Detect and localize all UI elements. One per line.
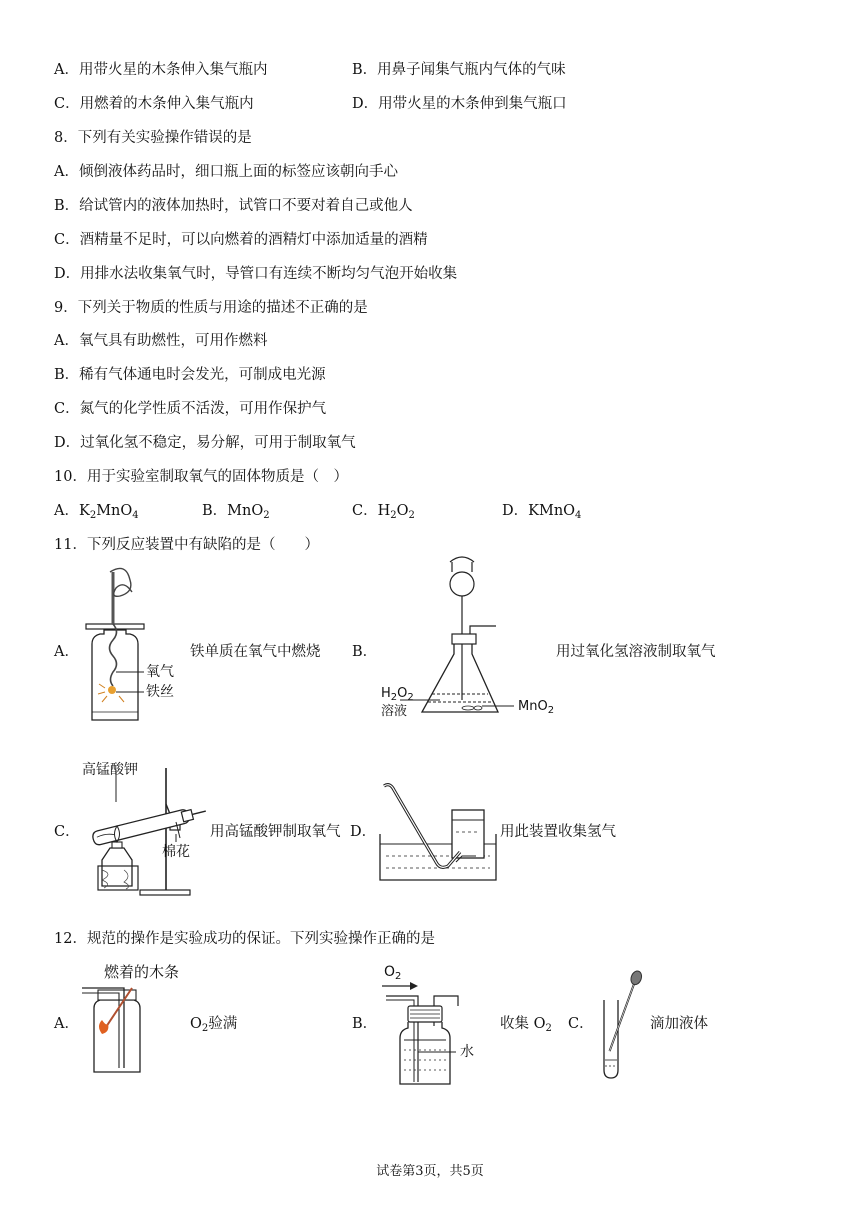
q11-option-d-letter: D． xyxy=(350,824,377,840)
q11-option-d-caption: 用此装置收集氢气 xyxy=(500,824,616,840)
label-o2-inlet: $O_2$ xyxy=(384,964,402,982)
label-burning-stick: 燃着的木条 xyxy=(104,963,180,981)
q12-option-b-letter: B． xyxy=(352,1016,378,1032)
q10-option-a: A．$K_2MnO_4$ xyxy=(54,503,139,521)
q8-option-d: D．用排水法收集氧气时，导管口有连续不断均匀气泡开始收集 xyxy=(54,266,458,282)
label-oxygen: 氧气 xyxy=(146,664,174,680)
q12-stem: 12．规范的操作是实验成功的保证。下列实验操作正确的是 xyxy=(54,931,435,947)
q10-stem: 10．用于实验室制取氧气的固体物质是（ ） xyxy=(54,469,348,485)
label-h2o2: $H_2O_2$ xyxy=(381,686,414,703)
label-kmno4: 高锰酸钾 xyxy=(82,762,138,778)
q10-option-c: C．$H_2O_2$ xyxy=(352,503,415,521)
q12-option-c-letter: C． xyxy=(568,1016,594,1032)
q12-option-a-letter: A． xyxy=(54,1016,79,1032)
q11-option-c-caption: 用高锰酸钾制取氧气 xyxy=(210,824,341,840)
q9-option-b: B．稀有气体通电时会发光，可制成电光源 xyxy=(54,367,326,383)
q10-option-b: B．MnO$_2$ xyxy=(202,503,270,521)
q11-option-b-letter: B． xyxy=(352,644,378,660)
q12-option-a-caption: $O_2$验满 xyxy=(190,1016,238,1034)
q9-option-d: D．过氧化氢不稳定，易分解，可用于制取氧气 xyxy=(54,435,356,451)
oxygen-collection-bottle-figure xyxy=(380,966,470,1090)
q8-stem: 8．下列有关实验操作错误的是 xyxy=(54,130,252,146)
label-water: 水 xyxy=(460,1044,474,1060)
q7-option-a: A．用带火星的木条伸入集气瓶内 xyxy=(54,62,268,78)
label-cotton: 棉花 xyxy=(162,844,190,860)
q11-option-b-caption: 用过氧化氢溶液制取氧气 xyxy=(556,644,716,660)
gas-collection-trough-figure xyxy=(376,780,500,886)
hydrogen-peroxide-apparatus-figure xyxy=(400,550,520,726)
label-mno2: MnO$_2$ xyxy=(518,699,555,716)
q8-option-c: C．酒精量不足时，可以向燃着的酒精灯中添加适量的酒精 xyxy=(54,232,428,248)
potassium-permanganate-apparatus-figure xyxy=(80,762,210,902)
q11-option-c-letter: C． xyxy=(54,824,80,840)
q11-option-a-caption: 铁单质在氧气中燃烧 xyxy=(190,644,321,660)
q8-option-b: B．给试管内的液体加热时，试管口不要对着自己或他人 xyxy=(54,198,413,214)
label-iron-wire: 铁丝 xyxy=(146,684,174,700)
oxygen-full-test-figure xyxy=(80,980,170,1080)
q9-option-a: A．氧气具有助燃性，可用作燃料 xyxy=(54,333,268,349)
q7-option-d: D．用带火星的木条伸到集气瓶口 xyxy=(352,96,567,112)
q10-option-d: D．KMnO$_4$ xyxy=(502,503,582,521)
dropper-test-tube-figure xyxy=(596,966,650,1082)
page-footer: 试卷第3页，共5页 xyxy=(376,1164,484,1179)
q7-option-c: C．用燃着的木条伸入集气瓶内 xyxy=(54,96,254,112)
q12-option-c-caption: 滴加液体 xyxy=(650,1016,708,1032)
label-solution: 溶液 xyxy=(381,704,408,719)
q7-option-b: B．用鼻子闻集气瓶内气体的气味 xyxy=(352,62,566,78)
q11-stem: 11．下列反应装置中有缺陷的是（ ） xyxy=(54,537,319,553)
q11-option-a-letter: A． xyxy=(54,644,79,660)
q9-option-c: C．氮气的化学性质不活泼，可用作保护气 xyxy=(54,401,327,417)
iron-burning-figure xyxy=(80,562,190,732)
q8-option-a: A．倾倒液体药品时，细口瓶上面的标签应该朝向手心 xyxy=(54,164,398,180)
q9-stem: 9．下列关于物质的性质与用途的描述不正确的是 xyxy=(54,300,368,316)
q12-option-b-caption: 收集 $O_2$ xyxy=(500,1016,552,1034)
